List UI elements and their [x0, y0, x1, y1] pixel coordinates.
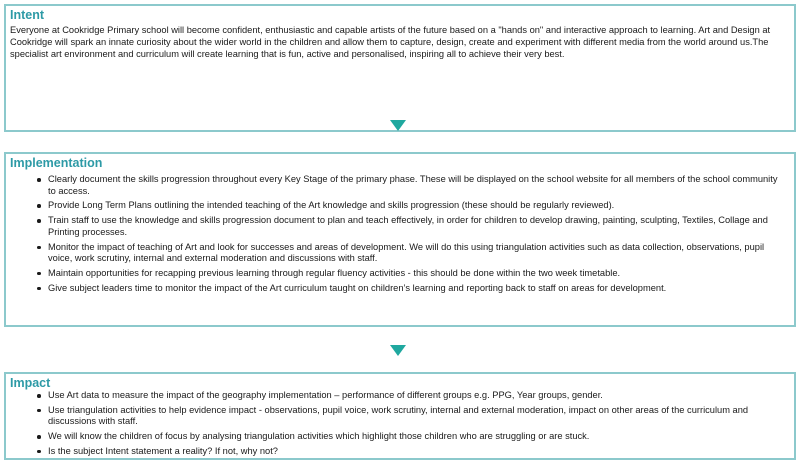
list-item: We will know the children of focus by analysing triangulation activities which highlight those children who are struggling or are stuck. — [48, 431, 786, 443]
impact-list — [6, 390, 794, 458]
implementation-heading: Implementation — [10, 156, 103, 170]
impact-heading: Impact — [10, 376, 51, 390]
list-item: Provide Long Term Plans outlining the intended teaching of the Art knowledge and skills progression (these should be regularly reviewed). — [48, 200, 786, 212]
intent-heading: Intent — [10, 8, 45, 22]
list-item: Clearly document the skills progression throughout every Key Stage of the primary phase. These will be displayed on the school website for all members of the school community to access. — [48, 174, 786, 197]
intent-text: Everyone at Cookridge Primary school will become confident, enthusiastic and capable artists of the future based on a "hands on" and interactive approach to learning. Art and Design at Cookridge will spark an innate curiosity about the wider world in the children and allow them to capture, design, create and experiment with different media from the world around us.The specialist art environment and curriculum will create learning that is fun, active and personalised, inspiring all to achieve their very best. — [10, 25, 771, 60]
intent-box — [4, 4, 796, 132]
list-item: Use triangulation activities to help evidence impact - observations, pupil voice, work scrutiny, internal and external moderation, impact on other areas of the curriculum and discussions with staff. — [48, 405, 786, 428]
implementation-box — [4, 152, 796, 327]
implementation-list — [6, 174, 794, 294]
list-item: Use Art data to measure the impact of the geography implementation – performance of different groups e.g. PPG, Year groups, gender. — [48, 390, 786, 402]
list-item: Maintain opportunities for recapping previous learning through regular fluency activities - this should be done within the two week timetable. — [48, 268, 786, 280]
list-item: Monitor the impact of teaching of Art and look for successes and areas of development. We will do this using triangulation activities such as data collection, observations, pupil voice, work scrutiny, internal and external moderation and discussions with staff. — [48, 242, 786, 265]
list-item: Give subject leaders time to monitor the impact of the Art curriculum taught on children’s learning and reporting back to staff on areas for development. — [48, 283, 786, 295]
list-item: Is the subject Intent statement a reality? If not, why not? — [48, 446, 786, 458]
impact-box — [4, 372, 796, 460]
down-arrow-icon — [390, 345, 406, 356]
down-arrow-icon — [390, 120, 406, 131]
list-item: Train staff to use the knowledge and skills progression document to plan and teach effectively, in order for children to develop drawing, painting, sculpting, Textiles, Collage and Printing processes. — [48, 215, 786, 238]
